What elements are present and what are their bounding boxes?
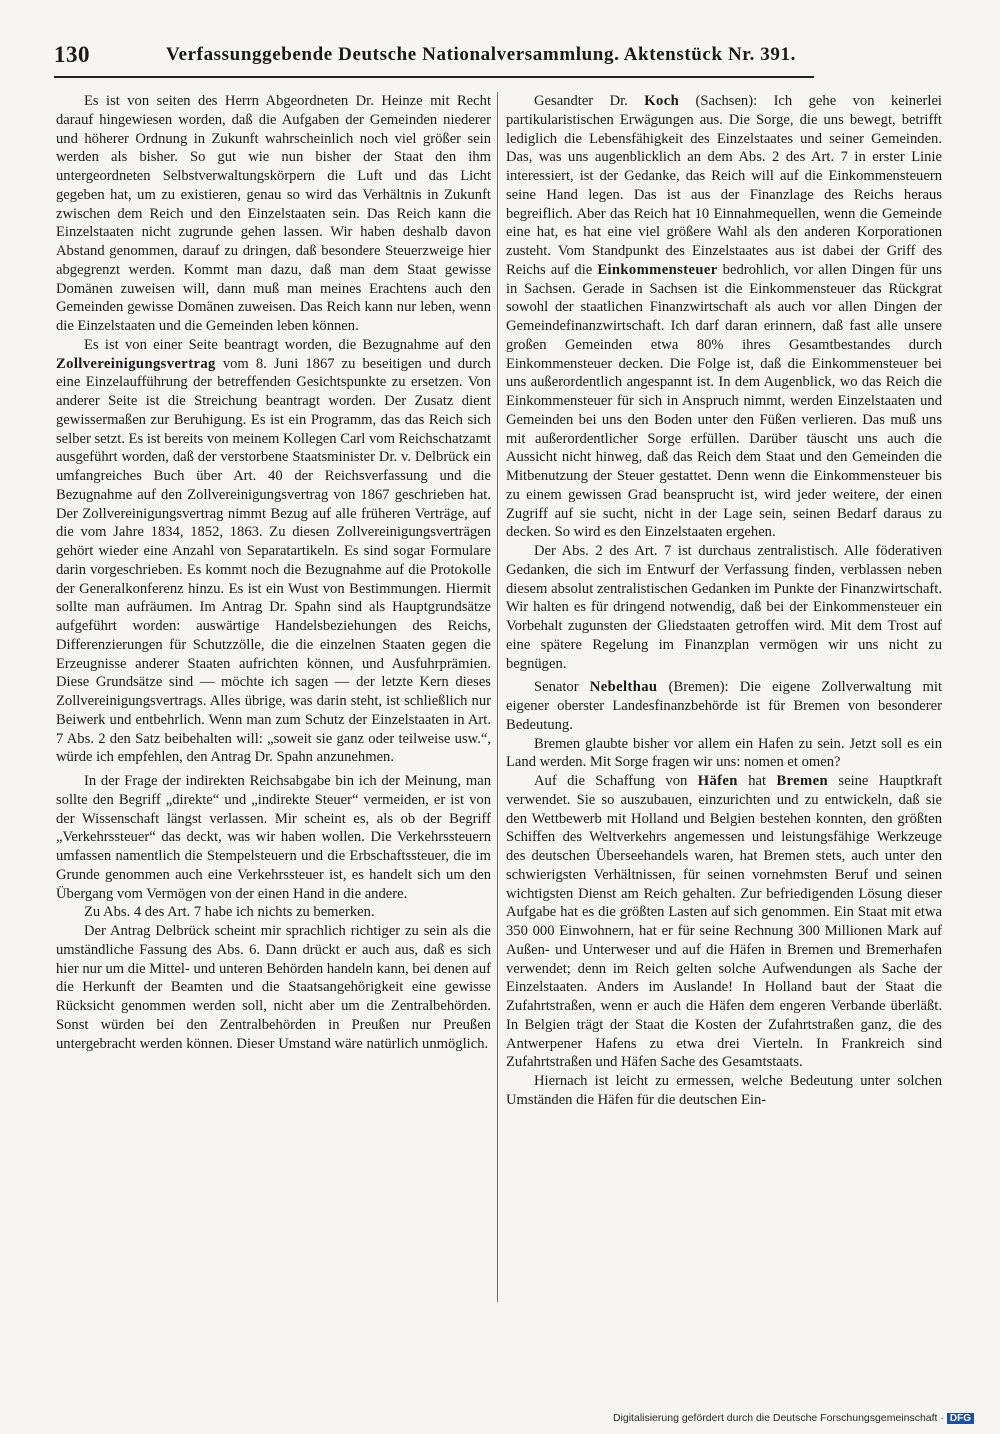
paragraph: Der Antrag Delbrück scheint mir sprachlich richtiger zu sein als die umständliche Fassung des Abs. 6. Dann drückt er auch aus, daß es sich hier nur um die Mittel- und unteren Behörden handeln kann, bei denen auf die Herkunft der Beamten und die Staatsangehörigkeit eine gewisse Rücksicht genommen werden soll, nicht aber um die Zentralbehörden. Sonst würden bei den Zentralbehörden in Preußen nur Preußen untergebracht werden können. Dieser Umstand wäre natürlich unmöglich. <box>56 923 491 1052</box>
column-divider <box>497 92 498 1302</box>
right-column <box>506 92 942 1110</box>
page-header <box>54 42 814 78</box>
text-run: Senator <box>534 679 590 696</box>
paragraph: Zu Abs. 4 des Art. 7 habe ich nichts zu bemerken. <box>84 904 375 921</box>
running-head: Verfassunggebende Deutsche Nationalversammlung. Aktenstück Nr. 391. <box>166 44 796 65</box>
paragraph: Es ist von seiten des Herrn Abgeordneten Dr. Heinze mit Recht darauf hingewiesen worden, daß die Aufgaben der Gemeinden niederer und höherer Ordnung in Zukunft wahrscheinlich noch viel größer sein werden als bisher. So gut wie nun bisher der Staat den ihm untergeordneten Selbstverwaltungskörpern die Luft und das Licht gegeben hat, um zu existieren, genau so wird das Verhältnis in Zukunft zwischen dem Reich und den Einzelstaaten sein. Das Reich kann die Einzelstaaten nicht zugrunde gehen lassen. Wir haben deshalb davon Abstand genommen, darauf zu dringen, daß besondere Steuerzweige hier abgegrenzt werden. Kommt man dazu, daß man dem Staat gewisse Domänen zuweisen will, dann muß man meines Erachtens auch den Gemeinden gewisse Domänen zuweisen. Das Reich kann nur leben, wenn die Einzelstaaten und die Gemeinden leben können. <box>56 93 491 334</box>
text-run: (Sachsen): Ich gehe von keinerlei partikularistischen Erwägungen aus. Die Sorge, die uns bewegt, betrifft lediglich die Lebensfähigkeit des Einzelstaates und seiner Gemeinden. Das, was uns augenblicklich an dem Abs. 2 des Art. 7 in erster Linie interessiert, ist der Gedanke, das Reich will auf die Einkommensteuern seine Hand legen. Das ist aus der Finanzlage des Reichs heraus begreiflich. Aber das Reich hat 10 Einnahmequellen, wenn die Gemeinde eine hat, es hat eine viel größere Wahl als den anderen Korporationen zusteht. Vom Standpunkt des Einzelstaates aus ist dabei der Griff des Reichs auf die <box>506 93 942 278</box>
paragraph <box>506 678 942 734</box>
text-run: seine Hauptkraft verwendet. Sie so auszubauen, einzurichten und zu entwickeln, daß sie den Wettbewerb mit Holland und Belgien bestehen konnten, den größten Schiffen des Weltverkehrs angemessen und leistungsfähige Werkzeuge des deutschen Überseehandels waren, hat Bremen stets, auch unter den schwierigsten Verhältnissen, für seinen vornehmsten Beruf und seinen wichtigsten Dienst am Reich gehalten. Zur befriedigenden Lösung dieser Aufgabe hat es die größten Lasten auf sich genommen. Ein Staat mit etwa 350 000 Einwohnern, hat er für seine Rechnung 300 Millionen Mark auf Außen- und Unterweser und auf die Häfen in Bremen und Bremerhafen verwendet; denn im Reich gelten solche Aufwendungen als Sache der Einzelstaaten. Anders im Auslande! In Holland baut der Staat die Zufahrtstraßen, wenn er auch die Häfen dem engeren Verbande überläßt. In Belgien trägt der Staat die Kosten der Zufahrtstraßen ganz, die des Antwerpener Hafens zu etwa drei Vierteln. In Frankreich sind Zufahrtstraßen und Häfen Sache des Gesamtstaats. <box>506 773 942 1071</box>
bold-term: Zollvereinigungsvertrag <box>56 355 216 372</box>
dfg-logo: DFG <box>947 1413 974 1424</box>
paragraph: Der Abs. 2 des Art. 7 ist durchaus zentralistisch. Alle föderativen Gedanken, die sich im Entwurf der Verfassung finden, verblassen neben diesem absolut zentralistischen Gedanken im Punkte der Finanzwirtschaft. Wir halten es für dringend notwendig, daß bei der Einkommensteuer ein Vorbehalt zugunsten der Gliedstaaten getroffen wird. Mit dem Trost auf eine spätere Regelung im Finanzplan vermögen wir uns nicht zu begnügen. <box>506 543 942 672</box>
page-number: 130 <box>54 42 90 67</box>
text-run: hat <box>737 773 777 789</box>
paragraph: Bremen glaubte bisher vor allem ein Hafen zu sein. Jetzt soll es ein Land werden. Mit Sorge fragen wir uns: nomen et omen? <box>506 735 942 771</box>
text-run: Auf die Schaffung von <box>534 773 698 789</box>
text-run: Es ist von einer Seite beantragt worden, die Bezugnahme auf den <box>84 336 491 353</box>
text-run: bedrohlich, vor allen Dingen für uns in Sachsen. Gerade in Sachsen ist die Einkommensteuer das Rückgrat sowohl der staatlichen Finanzwirtschaft als auch vor allen Dingen der Gemeindefinanzwirtschaft. Ich darf daran erinnern, daß fast alle unsere großen Gemeinden etwa 80% ihres Gesamtbestandes durch Einkommensteuer decken. Die Folge ist, daß die Einkommensteuer bei uns außerordentlich angespannt ist. In dem Augenblick, wo das Reich die Einkommensteuer für sich in Anspruch nimmt, werden Einzelstaaten und Gemeinden bei uns den Boden unter den Füßen verlieren. Das muß uns mit außerordentlicher Sorge erfüllen. Darüber täuscht uns auch die Aussicht nicht hinweg, daß das Reich dem Staat und den Gemeinden die Mitbenutzung der Steuer gestattet. Denn wenn die Einkommensteuer bis zu einem gewissen Grad beansprucht ist, wird jeder weitere, der einen Zugriff auf sie sucht, nicht in der Lage sein, seinen Bedarf daraus zu decken. So wird es den Einzelstaaten ergehen. <box>506 261 942 541</box>
bold-term: Häfen <box>697 773 738 789</box>
paragraph <box>56 336 491 767</box>
footer-credit <box>613 1412 974 1424</box>
text-run: Gesandter Dr. <box>534 93 645 109</box>
paragraph: Hiernach ist leicht zu ermessen, welche Bedeutung unter solchen Umständen die Häfen für die deutschen Ein- <box>506 1073 942 1108</box>
paragraph <box>506 772 942 1072</box>
text-run: vom 8. Juni 1867 zu beseitigen und durch eine Einzelaufführung der betreffenden Gesichtspunkte zu ersetzen. Von anderer Seite ist die Streichung beantragt worden. Der Zusatz dient gewissermaßen zur Beruhigung. Es ist ein Programm, das das Reich sich selber setzt. Es ist bereits von meinem Kollegen Carl vom Reichschatzamt ausgeführt worden, daß der verstorbene Staatsminister Dr. v. Delbrück ein umfangreiches Buch über Art. 40 der Reichsverfassung und die Bezugnahme auf den Zollvereinigungsvertrag von 1867 geschrieben hat. Der Zollvereinigungsvertrag nimmt Bezug auf alle früheren Verträge, auf die vom Jahre 1834, 1852, 1863. Zu diesen Zollvereinigungsverträgen gehört wieder eine Anzahl von Separatartikeln. Es sind sogar Formulare darin vorgeschrieben. Es kommt noch die Bezugnahme auf die Protokolle der Generalkonferenz hinzu. Es ist ein Wust von Bestimmungen. Hiermit sollte man aufräumen. Im Antrag Dr. Spahn sind als Hauptgrundsätze aufgeführt worden: auswärtige Handelsbeziehungen des Reichs, Differenzierungen für Schutzzölle, die die einzelnen Staaten gegen die Erzeugnisse anderer Staaten aufrichten können, und Ausfuhrprämien. Diese Grundsätze sind — möchte ich sagen — der letzte Kern dieses Zollvereinigungsvertrags. Alles übrige, was darin steht, ist schließlich nur Beiwerk und entbehrlich. Wenn man zum Schutz der Einzelstaaten in Art. 7 Abs. 2 den Satz beibehalten will: „soweit sie ganz oder teilweise usw.“, würde ich empfehlen, den Antrag Dr. Spahn anzunehmen. <box>56 355 491 766</box>
bold-term: Bremen <box>776 773 829 789</box>
text-run: (Bremen): Die eigene Zollverwaltung mit eigener oberster Landesfinanzbehörde ist für Bremen von besonderer Bedeutung. <box>506 679 942 733</box>
footer-text: Digitalisierung gefördert durch die Deutsche Forschungsgemeinschaft · <box>612 1412 944 1424</box>
paragraph: In der Frage der indirekten Reichsabgabe bin ich der Meinung, man sollte den Begriff „direkte“ und „indirekte Steuer“ vermeiden, er ist von der Wissenschaft längst verlassen. Mir scheint es, als ob der Begriff „Verkehrssteuer“ das deckt, was wir haben wollen. Die Verkehrssteuern umfassen namentlich die Stempelsteuern und die Erbschaftssteuer, die im Grunde genommen auch eine Verkehrssteuer ist, es handelt sich um den Übergang vom Vermögen von der einen Hand in die andere. <box>56 773 491 902</box>
bold-term: Einkommensteuer <box>597 261 718 278</box>
left-column <box>56 92 491 1053</box>
speaker-name: Nebelthau <box>589 679 658 696</box>
speaker-name: Koch <box>644 93 680 109</box>
paragraph <box>506 92 942 542</box>
